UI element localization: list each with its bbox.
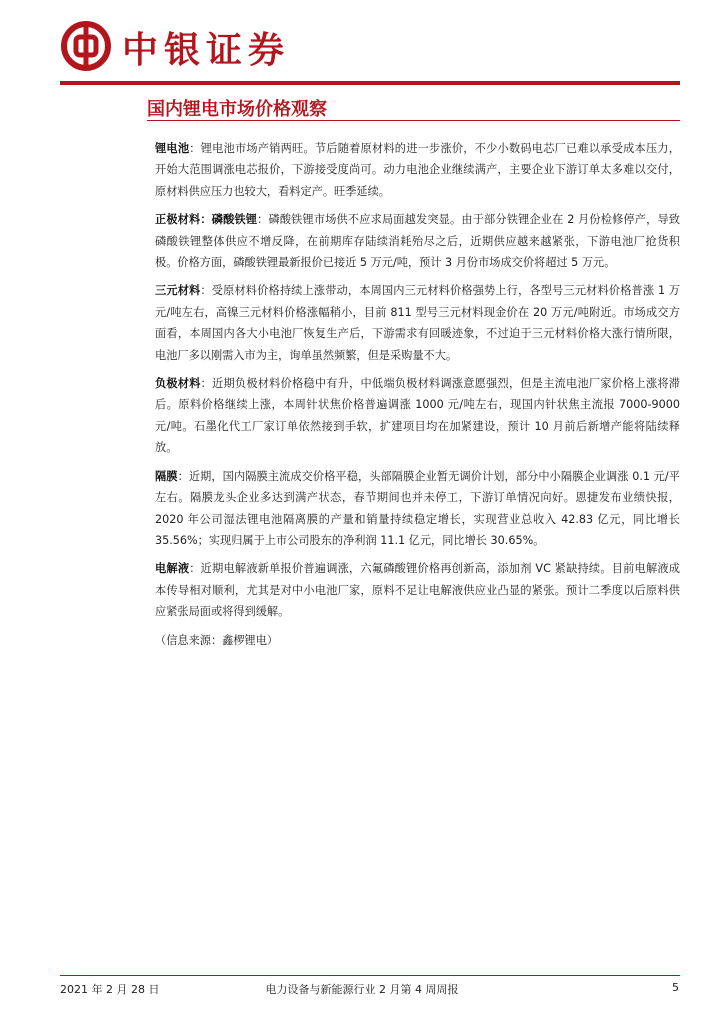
lead-separator: ： xyxy=(189,562,201,576)
page-header xyxy=(60,20,680,82)
paragraph-text: 锂电池市场产销两旺。节后随着原材料的进一步涨价，不少小数码电芯厂已难以承受成本压力，开始大范围调涨电芯报价，下游接受度尚可。动力电池企业继续满产，主要企业下游订单太多难以交付，原材料供应压力也较大，看料定产。旺季延续。 xyxy=(155,142,680,198)
page-number: 5 xyxy=(672,981,679,994)
brand-name: 中银证券 xyxy=(122,29,291,71)
section-title: 国内锂电市场价格观察 xyxy=(147,99,327,120)
paragraph-cathode-lfp xyxy=(155,209,680,273)
footer-divider xyxy=(60,975,680,976)
lead-separator: ： xyxy=(257,213,269,227)
lead-separator: ： xyxy=(189,142,201,155)
paragraph-lead: 隔膜 xyxy=(155,469,178,483)
paragraph-ternary xyxy=(155,280,680,366)
paragraph-text: 近期，国内隔膜主流成交价格平稳，头部隔膜企业暂无调价计划，部分中小隔膜企业调涨 0.1 元/平左右。隔膜龙头企业多达到满产状态，春节期间也并未停工，下游订单情况向好。恩捷发布业绩快报，2020 年公司湿法锂电池隔离膜的产量和销量持续稳定增长，实现营业总收入 42.83 亿元，同比增长 35.56%；实现归属于上市公司股东的净利润 11.1 亿元，同比增长 30.65%。 xyxy=(155,469,680,547)
paragraph-lead: 三元材料 xyxy=(155,284,201,298)
paragraph-lead: 负极材料 xyxy=(155,377,201,391)
lead-separator: ： xyxy=(200,284,212,298)
paragraph-lead: 锂电池 xyxy=(155,142,190,155)
footer-date: 2021 年 2 月 28 日 xyxy=(60,983,160,996)
paragraph-lead: 正极材料：磷酸铁锂 xyxy=(155,213,258,227)
paragraph-lead: 电解液 xyxy=(155,562,190,576)
article-body xyxy=(155,138,680,651)
paragraph-anode xyxy=(155,373,680,459)
lead-separator: ： xyxy=(177,469,189,483)
paragraph-lithium-battery xyxy=(155,138,680,202)
header-divider xyxy=(60,81,680,85)
paragraph-separator xyxy=(155,466,680,552)
paragraph-text: 磷酸铁锂市场供不应求局面越发突显。由于部分铁锂企业在 2 月份检修停产，导致磷酸铁锂整体供应不增反降，在前期库存陆续消耗殆尽之后，近期供应越来越紧张，下游电池厂抢货积极。价格方面，磷酸铁锂最新报价已接近 5 万元/吨，预计 3 月份市场成交价将超过 5 万元。 xyxy=(155,213,680,270)
paragraph-text: 近期电解液新单报价普遍调涨，六氟磷酸锂价格再创新高，添加剂 VC 紧缺持续。目前电解液成本传导相对顺利，尤其是对中小电池厂家，原料不足让电解液供应业凸显的紧张。预计二季度以后原料供应紧张局面或将得到缓解。 xyxy=(155,562,680,619)
bank-of-china-logo-icon xyxy=(60,20,112,72)
title-divider xyxy=(147,120,680,121)
info-source: （信息来源：鑫椤锂电） xyxy=(155,633,279,647)
paragraph-text: 受原材料价格持续上涨带动，本周国内三元材料价格强势上行，各型号三元材料价格普涨 1 万元/吨左右，高镍三元材料价格涨幅稍小，目前 811 型号三元材料现金价在 20 万元/吨附近。市场成交方面看，本周国内各大小电池厂恢复生产后，下游需求有回暖迹象，不过迫于三元材料价格大涨行情所限，电池厂多以刚需入市为主，询单虽然频繁，但是采购量不大。 xyxy=(155,284,680,362)
paragraph-electrolyte xyxy=(155,558,680,622)
footer-report-title: 电力设备与新能源行业 2 月第 4 周周报 xyxy=(265,983,459,996)
lead-separator: ： xyxy=(200,377,213,391)
paragraph-text: 近期负极材料价格稳中有升，中低端负极材料调涨意愿强烈，但是主流电池厂家价格上涨将滞后。原料价格继续上涨，本周针状焦价格普遍调涨 1000 元/吨左右，现国内针状焦主流报 7000-9000 元/吨。石墨化代工厂家订单依然接到手软，扩建项目均在加紧建设，预计 10 月前后新增产能将陆续释放。 xyxy=(155,377,680,455)
